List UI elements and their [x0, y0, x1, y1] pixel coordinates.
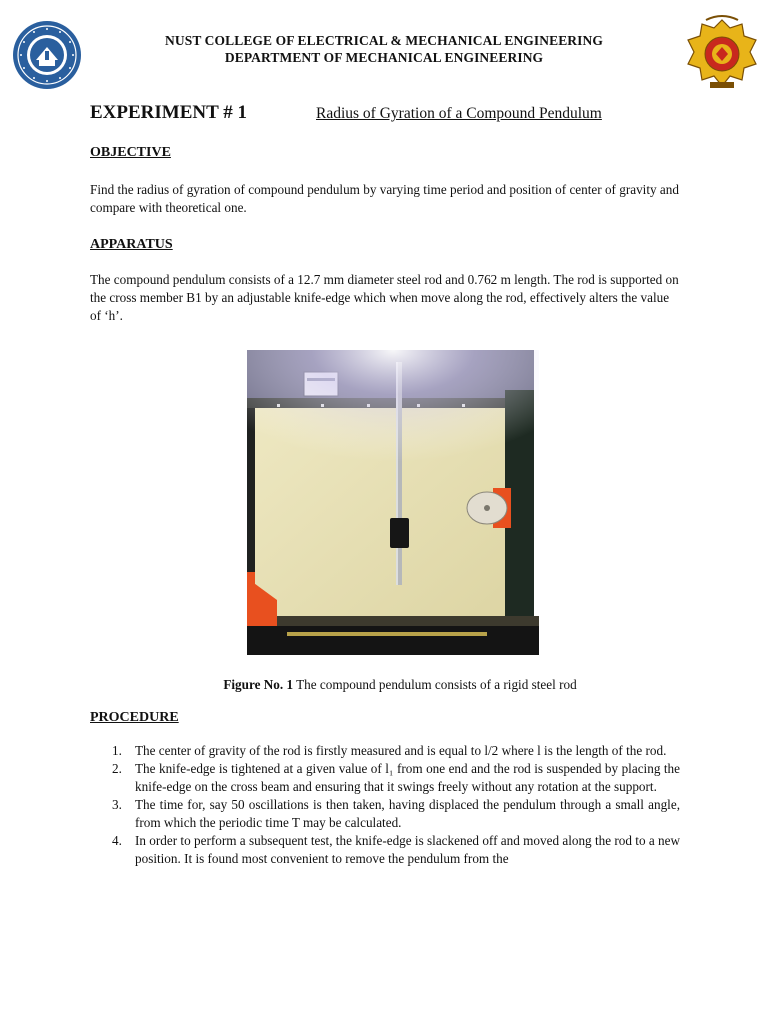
procedure-step [90, 796, 680, 832]
apparatus-text: The compound pendulum consists of a 12.7 mm diameter steel rod and 0.762 m length. The rod is supported on the cross member B1 by an adjustable knife-edge which when move along the rod, effectively alters the value of ‘h’. [90, 272, 679, 323]
procedure-step [90, 742, 680, 760]
objective-heading: OBJECTIVE [90, 145, 171, 160]
college-name: NUST COLLEGE OF ELECTRICAL & MECHANICAL ENGINEERING [165, 33, 603, 48]
objective-text: Find the radius of gyration of compound pendulum by varying time period and position of center of gravity and compare with theoretical one. [90, 182, 679, 215]
step-text: The knife-edge is tightened at a given value of l₁ from one end and the rod is suspended by placing the knife-edge on the cross beam and ensuring that it swings freely without any rotation at the support. [135, 761, 680, 794]
step-text: The center of gravity of the rod is firstly measured and is equal to l/2 where l is the length of the rod. [135, 743, 667, 758]
figure-caption [0, 677, 768, 693]
step-number: 2. [112, 761, 122, 776]
experiment-number: EXPERIMENT # 1 [90, 102, 247, 123]
figure-caption-text: The compound pendulum consists of a rigid steel rod [296, 677, 577, 692]
eme-crest-icon [684, 14, 760, 92]
procedure-step [90, 832, 680, 868]
experiment-title: Radius of Gyration of a Compound Pendulum [316, 105, 602, 122]
step-number: 3. [112, 797, 122, 812]
apparatus-heading: APPARATUS [90, 237, 173, 252]
figure-label: Figure No. 1 [223, 677, 294, 692]
procedure-step [90, 760, 680, 796]
procedure-heading: PROCEDURE [90, 710, 179, 725]
step-number: 1. [112, 743, 122, 758]
step-number: 4. [112, 833, 122, 848]
step-text: In order to perform a subsequent test, the knife-edge is slackened off and moved along the rod to a new position. It is found most convenient to remove the pendulum from the [135, 833, 680, 866]
step-text: The time for, say 50 oscillations is then taken, having displaced the pendulum through a small angle, from which the periodic time T may be calculated. [135, 797, 680, 830]
pendulum-photo [247, 350, 539, 655]
department-name: DEPARTMENT OF MECHANICAL ENGINEERING [224, 50, 544, 65]
procedure-list [90, 742, 680, 868]
